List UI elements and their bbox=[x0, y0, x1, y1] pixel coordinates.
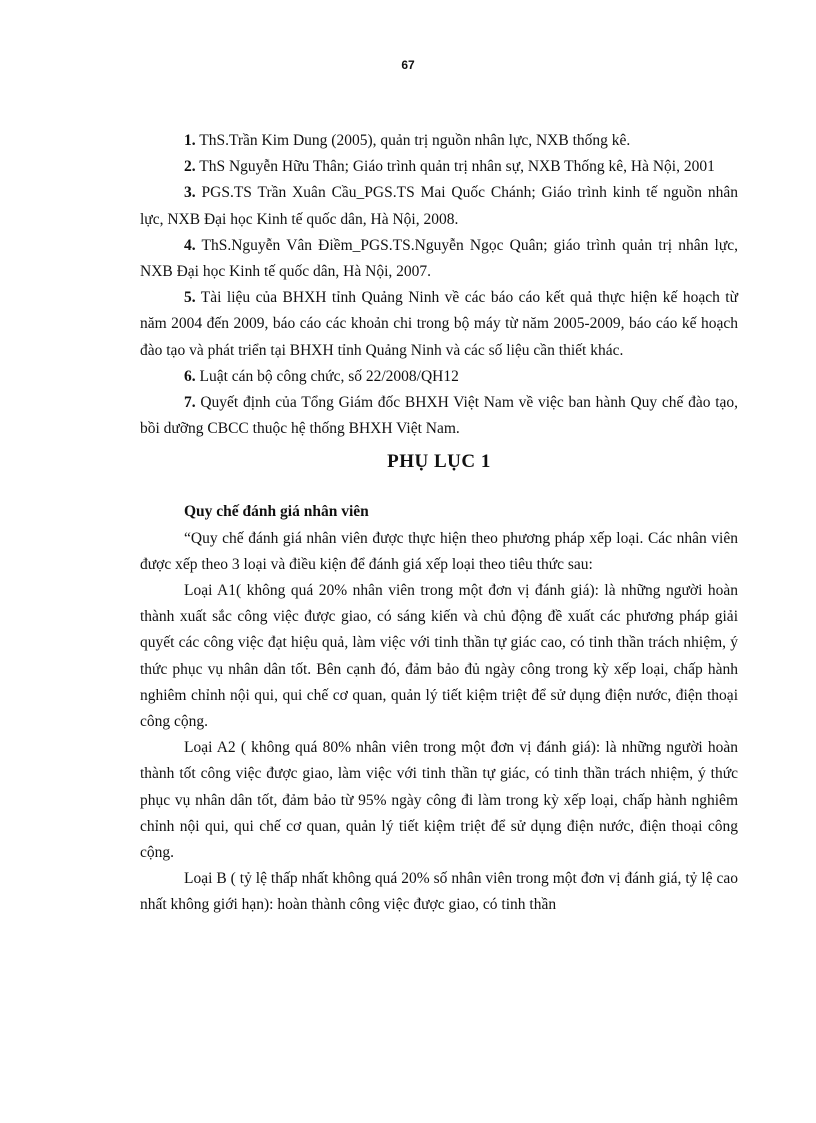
reference-item-3 bbox=[140, 180, 738, 232]
page-number: 67 bbox=[401, 58, 415, 72]
reference-item-6 bbox=[140, 364, 738, 390]
reference-text: PGS.TS Trần Xuân Cầu_PGS.TS Mai Quốc Chánh; Giáo trình kinh tế nguồn nhân lực, NXB Đại học Kinh tế quốc dân, Hà Nội, 2008. bbox=[140, 184, 738, 228]
reference-item-7 bbox=[140, 390, 738, 442]
reference-number: 5. bbox=[184, 289, 196, 307]
reference-item-2 bbox=[140, 154, 738, 180]
body-paragraph-a2: Loại A2 ( không quá 80% nhân viên trong một đơn vị đánh giá): là những người hoàn thành tốt công việc được giao, làm việc với tinh thần tự giác, có tinh thần trách nhiệm, ý thức phục vụ nhân dân tốt, đảm bảo từ 95% ngày công đi làm trong kỳ xếp loại, chấp hành nghiêm chỉnh nội qui, qui chế cơ quan, quản lý tiết kiệm triệt để sử dụng điện nước, điện thoại công cộng. bbox=[140, 739, 738, 862]
reference-text: ThS Nguyễn Hữu Thân; Giáo trình quản trị nhân sự, NXB Thống kê, Hà Nội, 2001 bbox=[199, 158, 715, 176]
body-paragraph-intro: “Quy chế đánh giá nhân viên được thực hiện theo phương pháp xếp loại. Các nhân viên được xếp theo 3 loại và điều kiện để đánh giá xếp loại theo tiêu thức sau: bbox=[140, 529, 738, 573]
reference-item-5 bbox=[140, 285, 738, 364]
reference-text: ThS.Trần Kim Dung (2005), quản trị nguồn nhân lực, NXB thống kê. bbox=[199, 132, 631, 149]
reference-item-1 bbox=[140, 128, 738, 154]
page-content bbox=[140, 128, 738, 919]
reference-text: Luật cán bộ công chức, số 22/2008/QH12 bbox=[199, 367, 459, 385]
appendix-title: PHỤ LỤC 1 bbox=[387, 451, 491, 473]
reference-number: 6. bbox=[184, 367, 196, 385]
section-title: Quy chế đánh giá nhân viên bbox=[184, 503, 369, 521]
reference-item-4 bbox=[140, 233, 738, 285]
reference-number: 3. bbox=[184, 184, 196, 202]
reference-text: Tài liệu của BHXH tỉnh Quảng Ninh về các báo cáo kết quả thực hiện kế hoạch từ năm 2004 đến 2009, báo cáo các khoản chi trong bộ máy từ năm 2005-2009, báo cáo kế hoạch đào tạo và phát triển tại BHXH tỉnh Quảng Ninh và các số liệu cần thiết khác. bbox=[140, 289, 738, 359]
reference-number: 2. bbox=[184, 158, 196, 176]
body-paragraph-a1: Loại A1( không quá 20% nhân viên trong một đơn vị đánh giá): là những người hoàn thành xuất sắc công việc được giao, có sáng kiến và chủ động đề xuất các phương pháp giải quyết các công việc đạt hiệu quả, làm việc với tinh thần tự giác cao, có tinh thần trách nhiệm, ý thức phục vụ nhân dân tốt. Bên cạnh đó, đảm bảo đủ ngày công trong kỳ xếp loại, chấp hành nghiêm chỉnh nội qui, qui chế cơ quan, quản lý tiết kiệm triệt để sử dụng điện nước, điện thoại công cộng. bbox=[140, 582, 738, 731]
reference-number: 7. bbox=[184, 394, 196, 412]
reference-text: ThS.Nguyễn Vân Điềm_PGS.TS.Nguyễn Ngọc Quân; giáo trình quản trị nhân lực, NXB Đại học Kinh tế quốc dân, Hà Nội, 2007. bbox=[140, 236, 738, 281]
reference-number: 1. bbox=[184, 132, 196, 149]
body-paragraph-b: Loại B ( tỷ lệ thấp nhất không quá 20% số nhân viên trong một đơn vị đánh giá, tỷ lệ cao nhất không giới hạn): hoàn thành công việc được giao, có tinh thần bbox=[140, 870, 738, 914]
reference-number: 4. bbox=[184, 236, 196, 254]
reference-text: Quyết định của Tổng Giám đốc BHXH Việt Nam về việc ban hành Quy chế đào tạo, bồi dưỡng CBCC thuộc hệ thống BHXH Việt Nam. bbox=[140, 394, 739, 438]
